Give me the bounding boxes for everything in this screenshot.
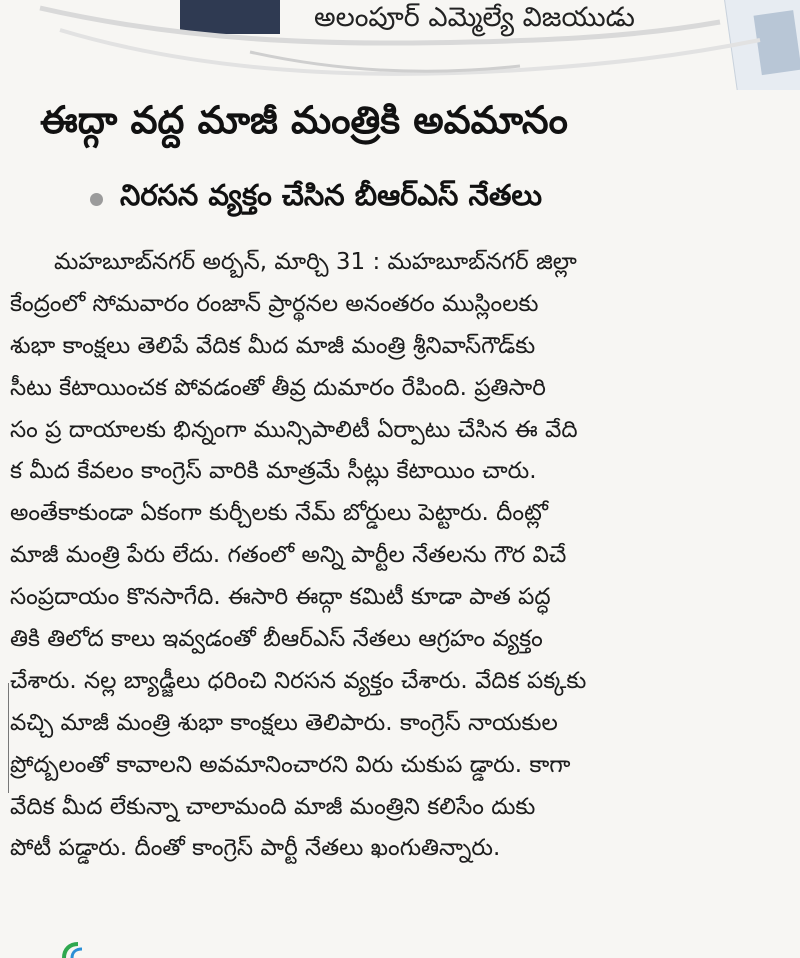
photo-caption: అలంపూర్ ఎమ్మెల్యే విజయుడు <box>314 2 635 33</box>
bullet-icon <box>90 193 103 206</box>
body-line: అంతేకాకుండా ఏకంగా కుర్చీలకు నేమ్ బోర్డులు పెట్టారు. దీంట్లో <box>10 500 548 527</box>
body-line: చేశారు. నల్ల బ్యాడ్జీలు ధరించి నిరసన వ్యక్తం చేశారు. వేదిక పక్కకు <box>10 667 587 694</box>
article-subheadline: నిరసన వ్యక్తం చేసిన బీఆర్ఎస్ నేతలు <box>120 178 543 212</box>
top-photo-strip <box>0 0 800 90</box>
body-line: క మీద కేవలం కాంగ్రెస్ వారికి మాత్రమే సీట్లు కేటాయిం చారు. <box>10 458 537 485</box>
body-line: సీటు కేటాయించక పోవడంతో తీవ్ర దుమారం రేపింది. ప్రతిసారి <box>10 374 546 401</box>
body-line: శుభా కాంక్షలు తెలిపే వేదిక మీద మాజీ మంత్రి శ్రీనివాస్‌గౌడ్‌కు <box>10 332 536 359</box>
body-line: పోటీ పడ్డారు. దీంతో కాంగ్రెస్ పార్టీ నేతలు ఖంగుతిన్నారు. <box>10 835 501 862</box>
body-line: కేంద్రంలో సోమవారం రంజాన్ ప్రార్థనల అనంతరం ముస్లింలకు <box>10 290 539 317</box>
publication-logo-icon <box>60 941 120 958</box>
article-headline: ఈద్గా వద్ద మాజీ మంత్రికి అవమానం <box>40 98 568 142</box>
margin-rule <box>8 683 9 793</box>
body-line: సంప్రదాయం కొనసాగేది. ఈసారి ఈద్గా కమిటీ కూడా పాత పద్ధ <box>10 584 551 611</box>
body-line: సం ప్ర దాయాలకు భిన్నంగా మున్సిపాలిటీ ఏర్పాటు చేసిన ఈ వేది <box>10 416 578 443</box>
body-line: మాజీ మంత్రి పేరు లేదు. గతంలో అన్ని పార్టీల నేతలను గౌర విచే <box>10 542 567 569</box>
body-line: తికి తిలోద కాలు ఇవ్వడంతో బీఆర్ఎస్ నేతలు ఆగ్రహం వ్యక్తం <box>10 626 543 653</box>
body-line: వచ్చి మాజీ మంత్రి శుభా కాంక్షలు తెలిపారు. కాంగ్రెస్ నాయకుల <box>10 709 558 736</box>
article-body <box>10 242 786 870</box>
body-line: ప్రోద్బలంతో కావాలని అవమానించారని విరు చుకుప డ్డారు. కాగా <box>10 751 571 778</box>
body-line: వేదిక మీద లేకున్నా చాలామంది మాజీ మంత్రిని కలిసేం దుకు <box>10 793 536 820</box>
body-line: మహబూబ్‌నగర్ అర్బన్, మార్చి 31 : మహబూబ్‌నగర్ జిల్లా <box>54 249 577 275</box>
